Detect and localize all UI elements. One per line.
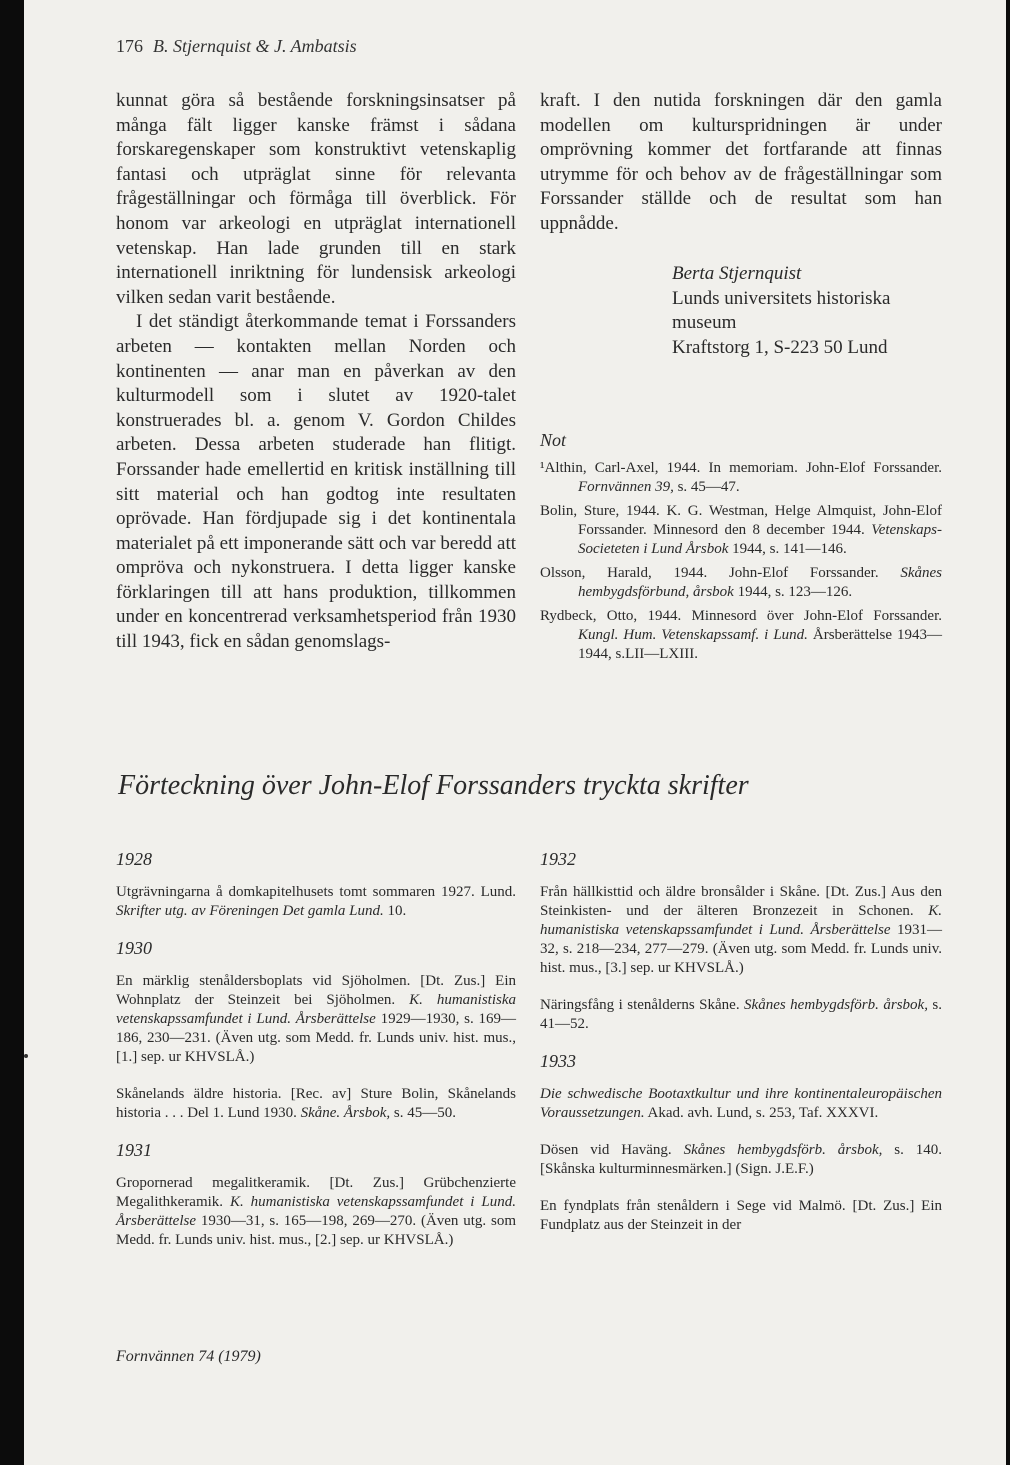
bib-year: 1931 [116, 1140, 152, 1160]
reference-item: ¹Althin, Carl-Axel, 1944. In memoriam. John-Elof Forssander. Fornvännen 39, s. 45—47. [540, 460, 942, 495]
left-column-text [116, 89, 516, 655]
bib-year: 1930 [116, 938, 152, 958]
bibliography-left [116, 850, 516, 1268]
running-header-authors: B. Stjernquist & J. Ambatsis [153, 36, 357, 56]
bib-entry: En märklig stenåldersboplats vid Sjöholmen. [Dt. Zus.] Ein Wohnplatz der Steinzeit bei Sjöholmen. K. humanistiska vetenskapssamfundet i Lund. Årsberättelse 1929—1930, s. 169—186, 230—231. (Även utg. som Medd. fr. Lunds univ. hist. mus., [1.] sep. ur KHVSLÅ.) [116, 973, 517, 1065]
bib-entry: Näringsfång i stenålderns Skåne. Skånes hembygdsförb. årsbok, s. 41—52. [540, 997, 943, 1032]
journal-page [24, 0, 1006, 1465]
bib-entry: Utgrävningarna å domkapitelhusets tomt sommaren 1927. Lund. Skrifter utg. av Föreningen Det gamla Lund. 10. [116, 884, 516, 919]
bib-entry: Från hällkisttid och äldre bronsålder i Skåne. [Dt. Zus.] Aus den Steinkisten- und der älteren Bronzezeit in Schonen. K. humanistiska vetenskapssamfundet i Lund. Årsberättelse 1931—32, s. 218—234, 277—279. (Även utg. som Medd. fr. Lunds univ. hist. mus., [3.] sep. ur KHVSLÅ.) [540, 884, 943, 976]
paragraph: I det ständigt återkommande temat i Forssanders arbeten — kontakten mellan Norden och kontinenten — anar man en påverkan av den kulturmodell som i slutet av 1920-talet konstruerades bl. a. genom V. Gordon Childes arbeten. Dessa arbeten studerade han flitigt. Forssander hade emellertid en kritisk inställning till sitt material och han godtog inte resultaten oprövade. Han fördjupade sig i det kontinentala materialet på ett imponerande sätt och var beredd att ompröva och nykonstruera. I detta ligger kanske förklaringen till att hans produktion, tillkommen under en koncentrerad verksamhetsperiod från 1930 till 1943, fick en sådan genomslags- [116, 311, 516, 653]
bib-year: 1932 [540, 849, 576, 869]
bib-entry: En fyndplats från stenåldern i Sege vid Malmö. [Dt. Zus.] Ein Fundplatz aus der Steinzeit in der [540, 1198, 942, 1233]
bib-year: 1928 [116, 849, 152, 869]
bib-entry: Skånelands äldre historia. [Rec. av] Sture Bolin, Skånelands historia . . . Del 1. Lund 1930. Skåne. Årsbok, s. 45—50. [116, 1086, 516, 1121]
signature-affiliation: museum [672, 312, 737, 334]
reference-item: Rydbeck, Otto, 1944. Minnesord över John-Elof Forssander. Kungl. Hum. Vetenskapssamf. i Lund. Årsberättelse 1943—1944, s.LII—LXIII. [540, 608, 942, 662]
signature-affiliation: Lunds universitets historiska [672, 287, 891, 309]
signature-address: Kraftstorg 1, S-223 50 Lund [672, 336, 888, 358]
notes-list [540, 459, 942, 669]
paragraph: kraft. I den nutida forskningen där den gamla modellen om kulturspridningen är under omprövning kommer det fortfarande att finnas utrymme för och behov av de frågeställningar som Forssander ställde och de resultat som han uppnådde. [540, 90, 942, 234]
page-number: 176 [116, 36, 143, 56]
reference-item: Bolin, Sture, 1944. K. G. Westman, Helge Almquist, John-Elof Forssander. Minnesord den 8 december 1944. Vetenskaps-Societeten i Lund Årsbok 1944, s. 141—146. [540, 503, 942, 557]
signature-name: Berta Stjernquist [672, 263, 802, 284]
bib-entry: Gropornerad megalitkeramik. [Dt. Zus.] Grübchenzierte Megalithkeramik. K. humanistiska vetenskapssamfundet i Lund. Årsberättelse 1930—31, s. 165—198, 269—270. (Även utg. som Medd. fr. Lunds univ. hist. mus., [2.] sep. ur KHVSLÅ.) [116, 1175, 516, 1248]
paragraph: kunnat göra så bestående forskningsinsatser på många fält ligger kanske främst i sådana forskaregenskaper som konstruktivt vetenskaplig fantasi och utpräglat sinne för relevanta frågeställningar och förmåga till överblick. För honom var arkeologi en utpräglat internationell vetenskap. Han lade grunden till en stark internationell inriktning för lundensisk arkeologi vilken sedan varit bestående. [116, 90, 516, 308]
bib-entry: Die schwedische Bootaxtkultur und ihre kontinentaleuropäischen Voraussetzungen. Akad. avh. Lund, s. 253, Taf. XXXVI. [540, 1086, 942, 1121]
scan-speck [24, 1054, 28, 1058]
notes-heading: Not [540, 430, 567, 450]
running-header [116, 36, 357, 57]
author-signature [672, 262, 890, 360]
bibliography-right [540, 850, 942, 1253]
bib-year: 1933 [540, 1051, 576, 1071]
reference-item: Olsson, Harald, 1944. John-Elof Forssander. Skånes hembygdsförbund, årsbok 1944, s. 123—126. [540, 565, 942, 600]
section-title: Förteckning över John-Elof Forssanders tryckta skrifter [118, 770, 749, 801]
journal-footer: Fornvännen 74 (1979) [116, 1348, 261, 1365]
right-column-text [540, 89, 942, 237]
bib-entry: Dösen vid Haväng. Skånes hembygdsförb. årsbok, s. 140. [Skånska kulturminnesmärken.] (Sign. J.E.F.) [540, 1142, 943, 1177]
